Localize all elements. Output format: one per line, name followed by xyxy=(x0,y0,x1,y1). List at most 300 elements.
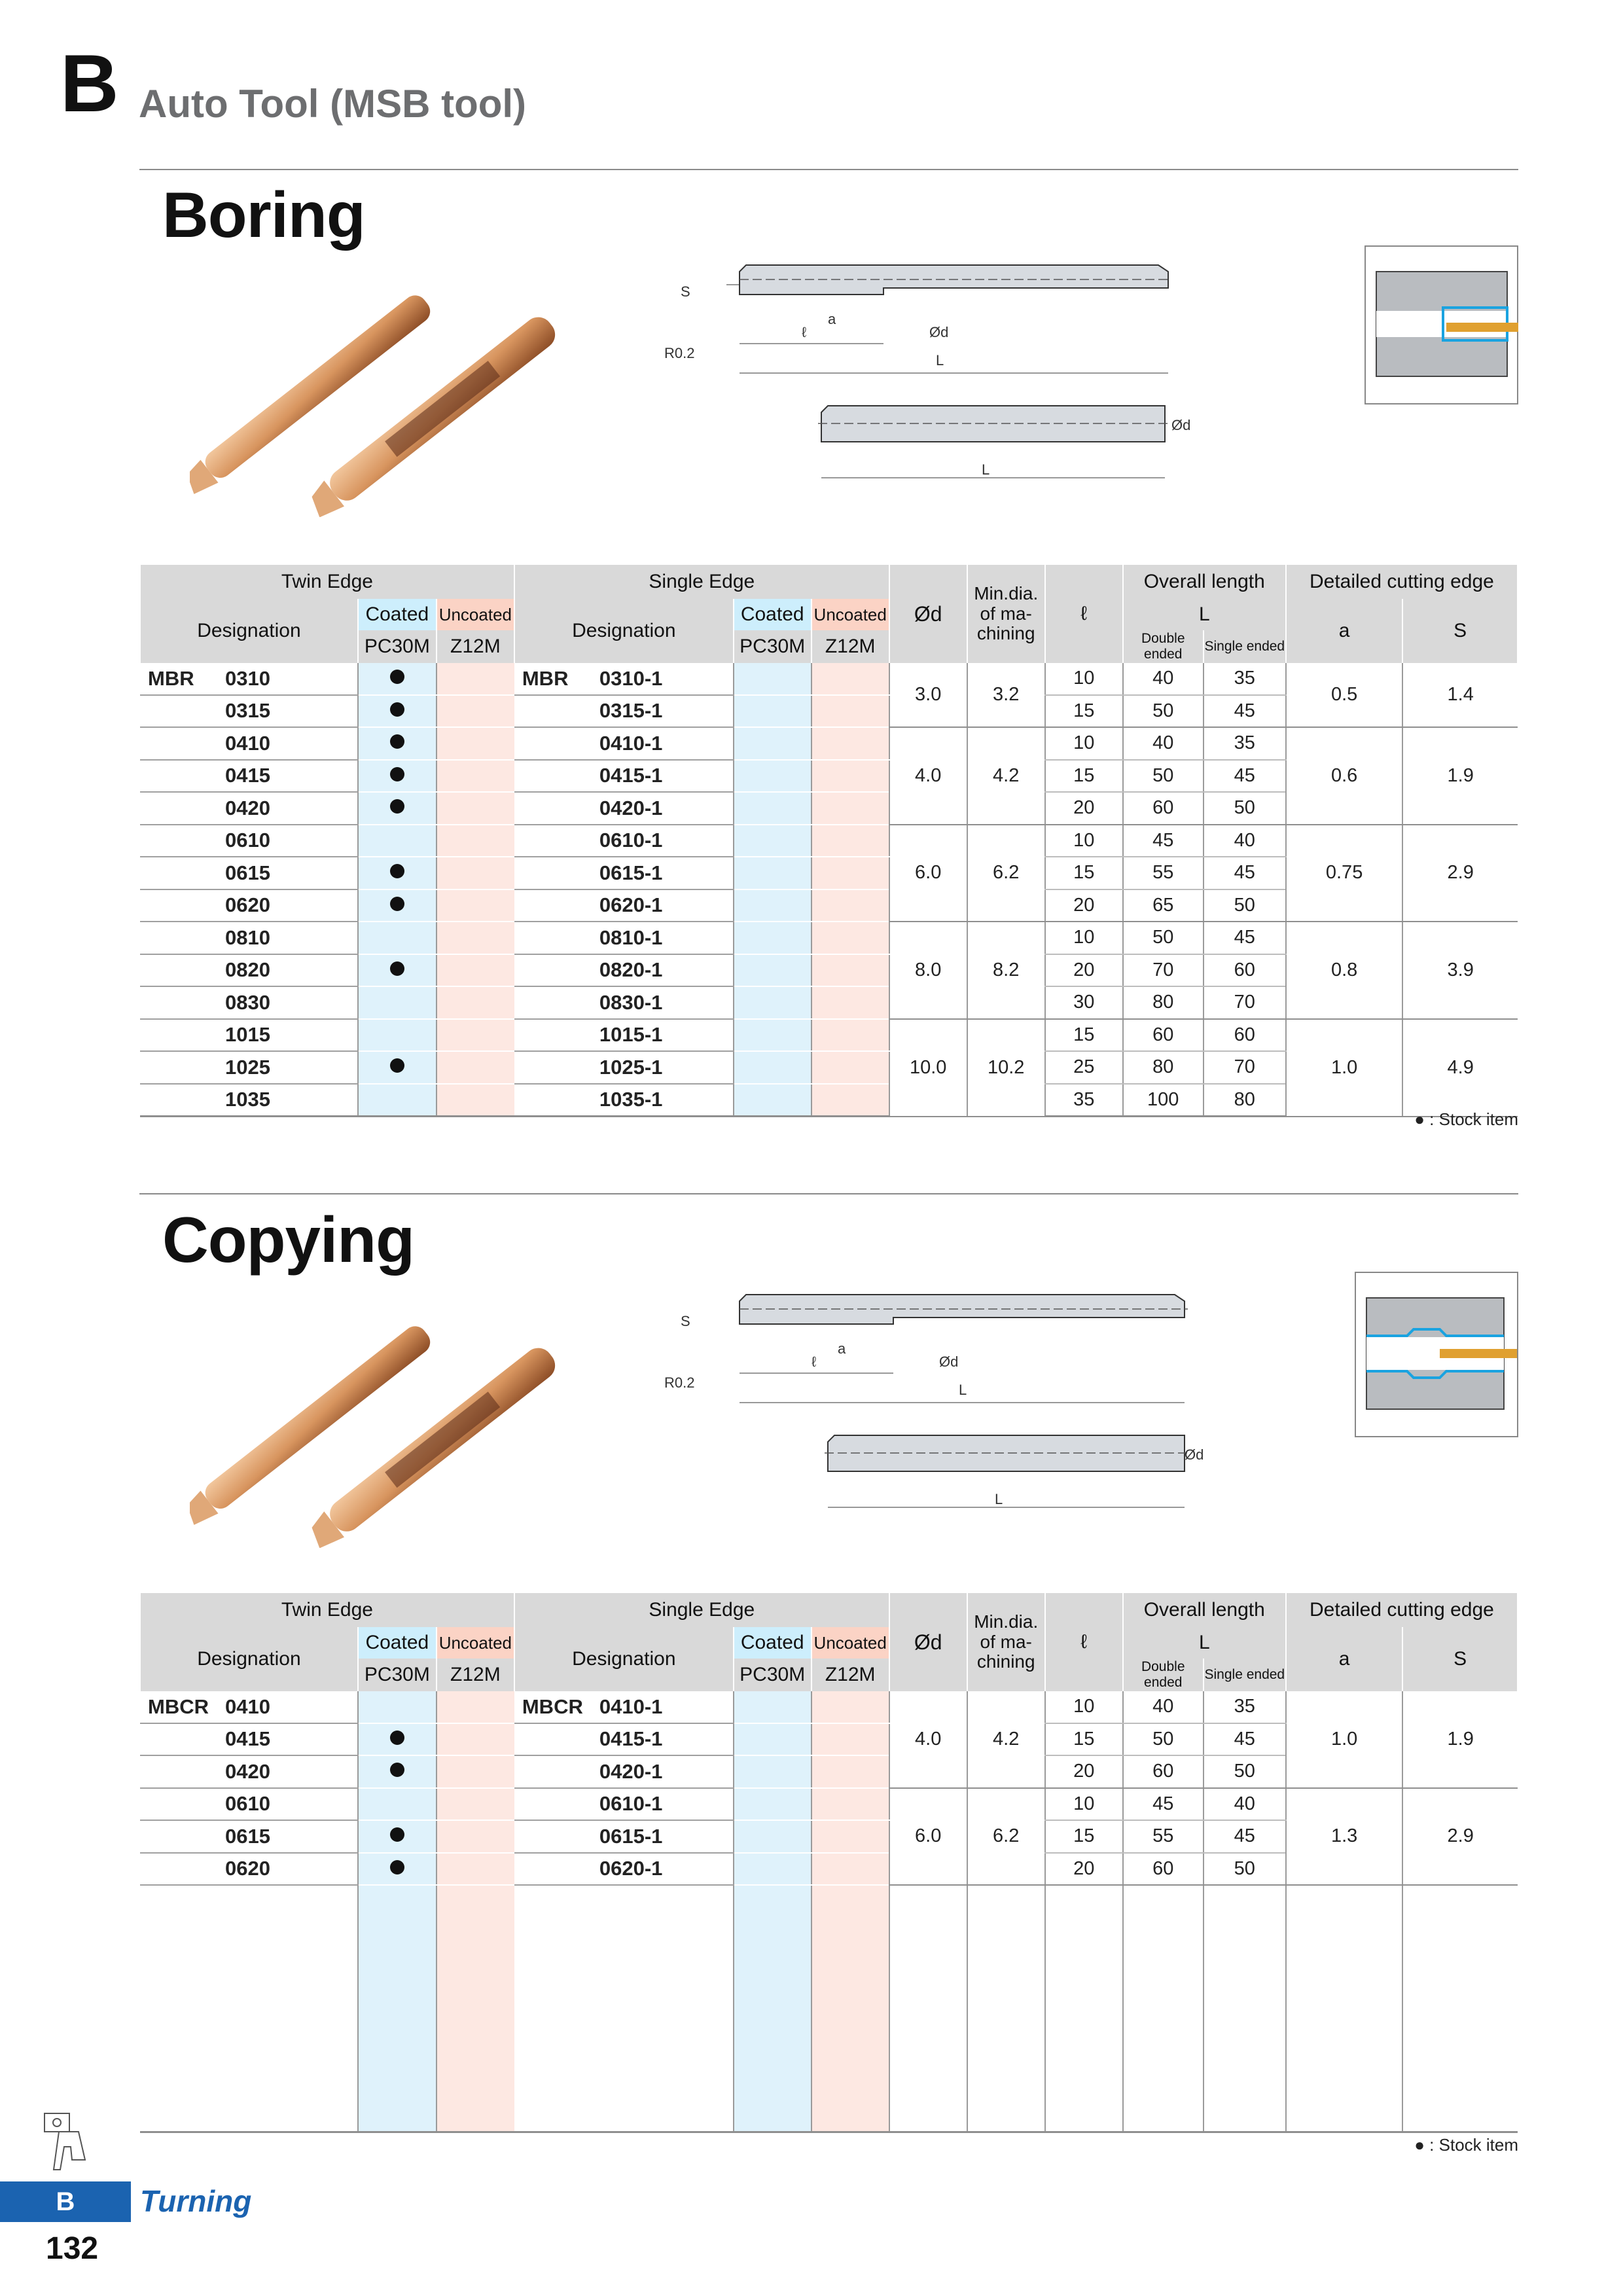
stock-dot-icon xyxy=(390,1058,404,1073)
footer-section-name: Turning xyxy=(140,2184,252,2218)
twin-coated-cell xyxy=(358,825,437,857)
l-cell: 10 xyxy=(1045,922,1123,954)
header-z12m: Z12M xyxy=(812,1659,889,1691)
single-uncoated-cell xyxy=(812,1691,889,1723)
twin-coated-cell xyxy=(358,1723,437,1756)
a-cell: 0.5 xyxy=(1286,663,1403,727)
empty-cell xyxy=(1123,1885,1204,2132)
designation-number: 0620-1 xyxy=(599,893,663,917)
single-designation xyxy=(514,792,734,825)
single-ended-cell: 35 xyxy=(1204,1691,1286,1723)
single-designation xyxy=(514,1019,734,1052)
stock-dot-icon xyxy=(390,1763,404,1777)
designation-number: 0315 xyxy=(225,699,270,723)
footer-section-badge: B xyxy=(0,2181,131,2222)
l-cell: 20 xyxy=(1045,954,1123,987)
designation-number: 1015-1 xyxy=(599,1023,663,1047)
header-L: L xyxy=(1123,1627,1286,1659)
single-designation xyxy=(514,1820,734,1853)
twin-designation xyxy=(140,857,358,889)
empty-cell xyxy=(1204,1885,1286,2132)
boring-application-icon xyxy=(1364,245,1518,404)
od-cell: 6.0 xyxy=(889,1788,967,1886)
twin-designation xyxy=(140,889,358,922)
dia-label-a: a xyxy=(838,1340,846,1357)
stock-dot-icon xyxy=(390,734,404,749)
l-cell: 15 xyxy=(1045,1019,1123,1052)
single-uncoated-cell xyxy=(812,663,889,695)
dia-label-od: Ød xyxy=(939,1354,959,1370)
twin-uncoated-cell xyxy=(437,1723,514,1756)
twin-designation xyxy=(140,1853,358,1886)
s-cell: 4.9 xyxy=(1402,1019,1518,1117)
l-cell: 10 xyxy=(1045,727,1123,760)
double-ended-cell: 45 xyxy=(1123,825,1204,857)
dia-label-od2: Ød xyxy=(1185,1446,1204,1463)
double-ended-cell: 40 xyxy=(1123,663,1204,695)
header-single-edge: Single Edge xyxy=(514,565,889,599)
s-cell: 2.9 xyxy=(1402,1788,1518,1886)
single-ended-cell: 45 xyxy=(1204,760,1286,793)
twin-designation xyxy=(140,1019,358,1052)
single-uncoated-cell xyxy=(812,986,889,1019)
header-z12m: Z12M xyxy=(812,630,889,663)
a-cell: 1.0 xyxy=(1286,1019,1403,1117)
l-cell: 20 xyxy=(1045,1755,1123,1788)
l-cell: 30 xyxy=(1045,986,1123,1019)
header-uncoated: Uncoated xyxy=(812,1627,889,1659)
l-cell: 10 xyxy=(1045,1788,1123,1821)
boring-tool-photo xyxy=(190,268,569,517)
l-cell: 10 xyxy=(1045,825,1123,857)
twin-designation xyxy=(140,792,358,825)
header-designation: Designation xyxy=(514,599,734,663)
twin-coated-cell xyxy=(358,792,437,825)
double-ended-cell: 70 xyxy=(1123,954,1204,987)
min-dia-cell: 8.2 xyxy=(967,922,1045,1019)
single-designation xyxy=(514,1084,734,1117)
header-od: Ød xyxy=(889,1593,967,1691)
double-ended-cell: 100 xyxy=(1123,1084,1204,1117)
od-cell: 6.0 xyxy=(889,825,967,922)
single-designation xyxy=(514,1853,734,1886)
od-cell: 4.0 xyxy=(889,1691,967,1788)
empty-cell xyxy=(140,1885,358,2132)
od-cell: 10.0 xyxy=(889,1019,967,1117)
single-designation xyxy=(514,889,734,922)
stock-dot-icon xyxy=(390,1731,404,1745)
header-uncoated: Uncoated xyxy=(437,1627,514,1659)
table-row xyxy=(140,825,1518,857)
single-ended-cell: 60 xyxy=(1204,1019,1286,1052)
table-row xyxy=(140,922,1518,954)
single-ended-cell: 40 xyxy=(1204,825,1286,857)
copying-table-body xyxy=(140,1691,1518,2132)
single-coated-cell xyxy=(734,1019,812,1052)
single-uncoated-cell xyxy=(812,922,889,954)
twin-coated-cell xyxy=(358,727,437,760)
designation-number: 0615-1 xyxy=(599,861,663,884)
twin-designation xyxy=(140,1691,358,1723)
header-designation: Designation xyxy=(140,1627,358,1691)
chapter-title: Auto Tool (MSB tool) xyxy=(139,82,527,126)
header-twin-edge: Twin Edge xyxy=(140,565,514,599)
twin-designation xyxy=(140,1788,358,1821)
designation-prefix: MBCR xyxy=(148,1695,209,1718)
designation-number: 0610 xyxy=(225,1792,270,1816)
designation-number: 0415 xyxy=(225,764,270,787)
single-coated-cell xyxy=(734,1723,812,1756)
single-coated-cell xyxy=(734,857,812,889)
twin-coated-cell xyxy=(358,760,437,793)
double-ended-cell: 80 xyxy=(1123,986,1204,1019)
designation-number: 0420-1 xyxy=(599,796,663,819)
single-ended-cell: 35 xyxy=(1204,663,1286,695)
stock-dot-icon xyxy=(390,799,404,814)
header-L: L xyxy=(1123,599,1286,630)
twin-uncoated-cell xyxy=(437,1755,514,1788)
twin-coated-cell xyxy=(358,1853,437,1886)
empty-cell xyxy=(437,1885,514,2132)
table-row xyxy=(140,1788,1518,1821)
single-designation xyxy=(514,1051,734,1084)
designation-number: 0310-1 xyxy=(599,666,663,690)
double-ended-cell: 50 xyxy=(1123,760,1204,793)
divider xyxy=(139,1193,1518,1194)
single-designation xyxy=(514,1691,734,1723)
twin-coated-cell xyxy=(358,1084,437,1117)
single-uncoated-cell xyxy=(812,1084,889,1117)
l-cell: 35 xyxy=(1045,1084,1123,1117)
single-designation xyxy=(514,760,734,793)
header-single-ended: Single ended xyxy=(1204,1659,1286,1691)
a-cell: 1.3 xyxy=(1286,1788,1403,1886)
single-uncoated-cell xyxy=(812,954,889,987)
designation-number: 0420 xyxy=(225,1759,270,1783)
single-uncoated-cell xyxy=(812,695,889,728)
twin-uncoated-cell xyxy=(437,889,514,922)
twin-designation xyxy=(140,954,358,987)
single-uncoated-cell xyxy=(812,1788,889,1821)
single-coated-cell xyxy=(734,954,812,987)
twin-designation xyxy=(140,986,358,1019)
single-uncoated-cell xyxy=(812,1019,889,1052)
header-designation: Designation xyxy=(514,1627,734,1691)
twin-uncoated-cell xyxy=(437,1051,514,1084)
header-a: a xyxy=(1286,1627,1403,1691)
boring-dimension-diagram xyxy=(661,259,1237,501)
empty-cell xyxy=(1045,1885,1123,2132)
twin-coated-cell xyxy=(358,986,437,1019)
designation-number: 0315-1 xyxy=(599,699,663,723)
header-s: S xyxy=(1402,599,1518,663)
stock-dot-icon xyxy=(390,1860,404,1874)
twin-coated-cell xyxy=(358,922,437,954)
header-min-dia: Min.dia. of ma- chining xyxy=(967,1593,1045,1691)
header-coated: Coated xyxy=(734,1627,812,1659)
empty-cell xyxy=(1402,1885,1518,2132)
designation-number: 0415-1 xyxy=(599,1727,663,1751)
header-coated: Coated xyxy=(358,1627,437,1659)
single-ended-cell: 70 xyxy=(1204,1051,1286,1084)
stock-note: ● : Stock item xyxy=(1414,2135,1518,2155)
designation-number: 0610-1 xyxy=(599,1792,663,1816)
header-pc30m: PC30M xyxy=(734,1659,812,1691)
single-ended-cell: 50 xyxy=(1204,792,1286,825)
dia-label-r: R0.2 xyxy=(664,345,695,361)
twin-designation xyxy=(140,760,358,793)
single-uncoated-cell xyxy=(812,889,889,922)
od-cell: 8.0 xyxy=(889,922,967,1019)
twin-designation xyxy=(140,663,358,695)
single-coated-cell xyxy=(734,889,812,922)
single-uncoated-cell xyxy=(812,727,889,760)
single-designation xyxy=(514,1723,734,1756)
empty-cell xyxy=(967,1885,1045,2132)
dia-label-od: Ød xyxy=(929,324,949,340)
designation-number: 1035-1 xyxy=(599,1088,663,1111)
header-l: ℓ xyxy=(1045,1593,1123,1691)
single-ended-cell: 40 xyxy=(1204,1788,1286,1821)
designation-number: 0620-1 xyxy=(599,1857,663,1880)
empty-cell xyxy=(1286,1885,1403,2132)
single-designation xyxy=(514,986,734,1019)
table-row xyxy=(140,1691,1518,1723)
copying-application-icon xyxy=(1355,1272,1518,1437)
header-designation: Designation xyxy=(140,599,358,663)
single-coated-cell xyxy=(734,986,812,1019)
designation-number: 0415 xyxy=(225,1727,270,1751)
section-title-boring: Boring xyxy=(162,179,365,251)
twin-uncoated-cell xyxy=(437,1084,514,1117)
double-ended-cell: 50 xyxy=(1123,922,1204,954)
twin-coated-cell xyxy=(358,889,437,922)
twin-coated-cell xyxy=(358,1019,437,1052)
empty-cell xyxy=(734,1885,812,2132)
header-overall-length: Overall length xyxy=(1123,565,1286,599)
designation-number: 1015 xyxy=(225,1023,270,1047)
single-coated-cell xyxy=(734,1755,812,1788)
header-z12m: Z12M xyxy=(437,1659,514,1691)
single-uncoated-cell xyxy=(812,1755,889,1788)
copying-tool-photo xyxy=(190,1299,569,1548)
twin-uncoated-cell xyxy=(437,1853,514,1886)
header-l: ℓ xyxy=(1045,565,1123,663)
od-cell: 3.0 xyxy=(889,663,967,727)
double-ended-cell: 50 xyxy=(1123,1723,1204,1756)
header-detailed-edge: Detailed cutting edge xyxy=(1286,1593,1518,1627)
stock-dot-icon xyxy=(390,961,404,976)
double-ended-cell: 60 xyxy=(1123,1853,1204,1886)
single-coated-cell xyxy=(734,695,812,728)
header-a: a xyxy=(1286,599,1403,663)
section-title-copying: Copying xyxy=(162,1204,414,1276)
min-dia-cell: 4.2 xyxy=(967,1691,1045,1788)
dia-label-s: S xyxy=(681,283,690,300)
dia-label-L: L xyxy=(959,1382,967,1398)
single-uncoated-cell xyxy=(812,760,889,793)
boring-table-body xyxy=(140,663,1518,1117)
stock-dot-icon xyxy=(390,767,404,781)
twin-designation xyxy=(140,727,358,760)
single-ended-cell: 45 xyxy=(1204,857,1286,889)
s-cell: 1.9 xyxy=(1402,727,1518,825)
twin-uncoated-cell xyxy=(437,986,514,1019)
twin-coated-cell xyxy=(358,695,437,728)
twin-uncoated-cell xyxy=(437,663,514,695)
twin-coated-cell xyxy=(358,1820,437,1853)
min-dia-cell: 10.2 xyxy=(967,1019,1045,1117)
l-cell: 25 xyxy=(1045,1051,1123,1084)
a-cell: 1.0 xyxy=(1286,1691,1403,1788)
designation-number: 0410 xyxy=(225,731,270,755)
stock-dot-icon xyxy=(390,702,404,717)
twin-uncoated-cell xyxy=(437,760,514,793)
designation-number: 0615 xyxy=(225,861,270,884)
header-uncoated: Uncoated xyxy=(437,599,514,630)
a-cell: 0.8 xyxy=(1286,922,1403,1019)
single-ended-cell: 35 xyxy=(1204,727,1286,760)
header-coated: Coated xyxy=(734,599,812,630)
header-coated: Coated xyxy=(358,599,437,630)
copying-spec-table xyxy=(139,1593,1518,2133)
designation-number: 0610-1 xyxy=(599,829,663,852)
designation-number: 0620 xyxy=(225,1857,270,1880)
single-designation xyxy=(514,825,734,857)
twin-coated-cell xyxy=(358,1051,437,1084)
single-coated-cell xyxy=(734,1853,812,1886)
twin-uncoated-cell xyxy=(437,727,514,760)
twin-coated-cell xyxy=(358,1755,437,1788)
twin-coated-cell xyxy=(358,1788,437,1821)
header-pc30m: PC30M xyxy=(358,630,437,663)
single-coated-cell xyxy=(734,1820,812,1853)
dia-label-L2: L xyxy=(995,1491,1003,1507)
min-dia-cell: 6.2 xyxy=(967,1788,1045,1886)
twin-uncoated-cell xyxy=(437,1788,514,1821)
stock-dot-icon xyxy=(390,897,404,911)
single-ended-cell: 45 xyxy=(1204,1820,1286,1853)
double-ended-cell: 80 xyxy=(1123,1051,1204,1084)
single-ended-cell: 45 xyxy=(1204,922,1286,954)
empty-cell xyxy=(514,1885,734,2132)
single-uncoated-cell xyxy=(812,1723,889,1756)
dia-label-s: S xyxy=(681,1313,690,1329)
l-cell: 15 xyxy=(1045,695,1123,728)
single-coated-cell xyxy=(734,1084,812,1117)
double-ended-cell: 55 xyxy=(1123,857,1204,889)
page-number: 132 xyxy=(46,2231,99,2266)
twin-uncoated-cell xyxy=(437,792,514,825)
a-cell: 0.6 xyxy=(1286,727,1403,825)
dia-label-a: a xyxy=(828,311,836,327)
single-coated-cell xyxy=(734,922,812,954)
single-uncoated-cell xyxy=(812,825,889,857)
single-coated-cell xyxy=(734,1691,812,1723)
designation-number: 0410 xyxy=(225,1695,270,1718)
header-detailed-edge: Detailed cutting edge xyxy=(1286,565,1518,599)
twin-uncoated-cell xyxy=(437,922,514,954)
designation-number: 0810-1 xyxy=(599,925,663,949)
dia-label-l: ℓ xyxy=(812,1354,817,1370)
stock-note: ● : Stock item xyxy=(1414,1109,1518,1129)
single-designation xyxy=(514,1788,734,1821)
designation-prefix: MBCR xyxy=(522,1695,583,1718)
single-designation xyxy=(514,727,734,760)
twin-designation xyxy=(140,1084,358,1117)
designation-number: 0610 xyxy=(225,829,270,852)
l-cell: 15 xyxy=(1045,760,1123,793)
min-dia-cell: 3.2 xyxy=(967,663,1045,727)
l-cell: 15 xyxy=(1045,1820,1123,1853)
min-dia-cell: 6.2 xyxy=(967,825,1045,922)
single-uncoated-cell xyxy=(812,1853,889,1886)
designation-number: 1025 xyxy=(225,1055,270,1079)
s-cell: 1.9 xyxy=(1402,1691,1518,1788)
empty-cell xyxy=(358,1885,437,2132)
header-single-edge: Single Edge xyxy=(514,1593,889,1627)
twin-uncoated-cell xyxy=(437,954,514,987)
twin-uncoated-cell xyxy=(437,695,514,728)
header-double-ended: Double ended xyxy=(1123,1659,1204,1691)
single-coated-cell xyxy=(734,727,812,760)
single-coated-cell xyxy=(734,663,812,695)
l-cell: 20 xyxy=(1045,1853,1123,1886)
single-designation xyxy=(514,954,734,987)
empty-row xyxy=(140,1885,1518,2132)
twin-designation xyxy=(140,1820,358,1853)
dia-label-L2: L xyxy=(982,461,990,478)
twin-designation xyxy=(140,1051,358,1084)
single-designation xyxy=(514,1755,734,1788)
twin-coated-cell xyxy=(358,954,437,987)
single-designation xyxy=(514,857,734,889)
a-cell: 0.75 xyxy=(1286,825,1403,922)
single-designation xyxy=(514,922,734,954)
stock-dot-icon xyxy=(390,670,404,684)
double-ended-cell: 55 xyxy=(1123,1820,1204,1853)
l-cell: 15 xyxy=(1045,857,1123,889)
dia-label-L: L xyxy=(936,352,944,368)
single-uncoated-cell xyxy=(812,792,889,825)
dia-label-od2: Ød xyxy=(1171,417,1191,433)
designation-number: 0820 xyxy=(225,958,270,982)
single-coated-cell xyxy=(734,1051,812,1084)
designation-number: 0420-1 xyxy=(599,1759,663,1783)
designation-prefix: MBR xyxy=(522,666,569,690)
header-double-ended: Double ended xyxy=(1123,630,1204,663)
header-uncoated: Uncoated xyxy=(812,599,889,630)
double-ended-cell: 40 xyxy=(1123,727,1204,760)
header-pc30m: PC30M xyxy=(734,630,812,663)
single-ended-cell: 50 xyxy=(1204,1755,1286,1788)
twin-designation xyxy=(140,825,358,857)
stock-dot-icon xyxy=(390,864,404,878)
designation-number: 0830-1 xyxy=(599,990,663,1014)
designation-number: 0820-1 xyxy=(599,958,663,982)
twin-uncoated-cell xyxy=(437,1691,514,1723)
s-cell: 2.9 xyxy=(1402,825,1518,922)
designation-number: 0620 xyxy=(225,893,270,917)
s-cell: 1.4 xyxy=(1402,663,1518,727)
double-ended-cell: 60 xyxy=(1123,792,1204,825)
l-cell: 20 xyxy=(1045,889,1123,922)
designation-number: 0420 xyxy=(225,796,270,819)
designation-number: 1035 xyxy=(225,1088,270,1111)
l-cell: 20 xyxy=(1045,792,1123,825)
designation-number: 1025-1 xyxy=(599,1055,663,1079)
header-pc30m: PC30M xyxy=(358,1659,437,1691)
